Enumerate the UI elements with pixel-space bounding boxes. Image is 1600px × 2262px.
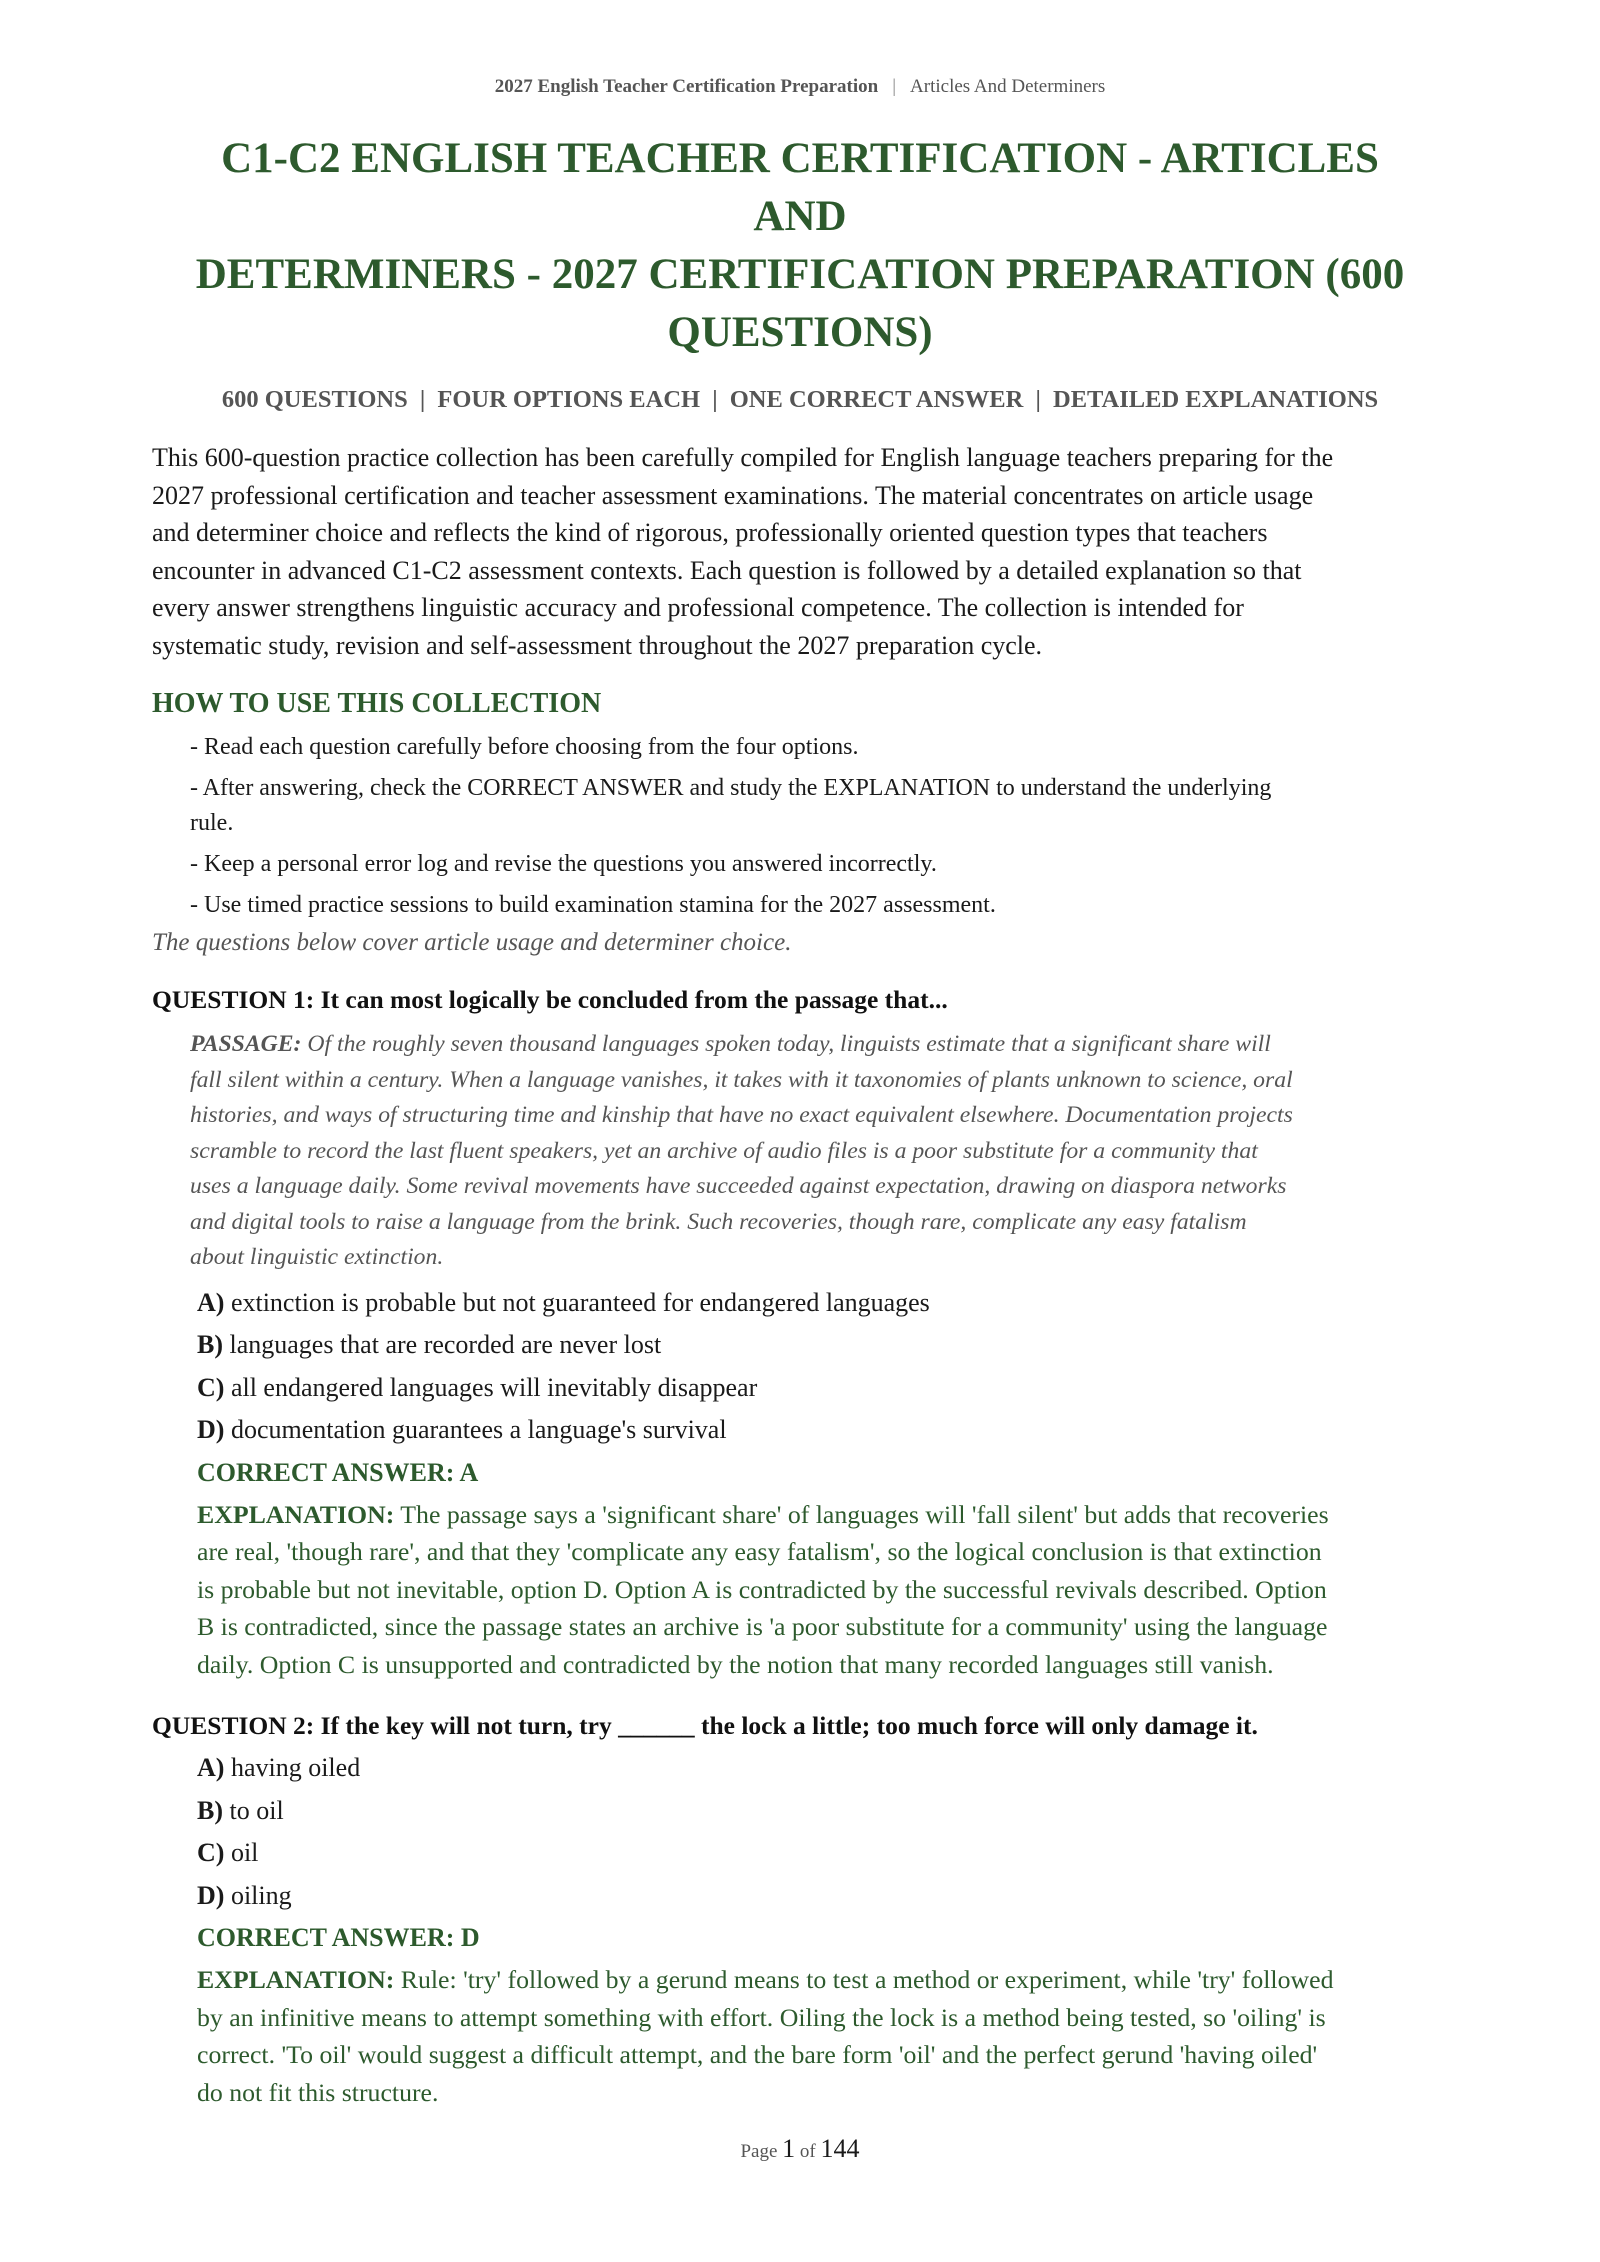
explanation (152, 1961, 1448, 2111)
list-item (190, 730, 1448, 765)
document-title (172, 130, 1428, 362)
passage-line: about linguistic extinction. (190, 1244, 444, 1270)
answer-options (152, 1747, 1448, 1917)
passage-text: Of the roughly seven thousand languages spoken today, linguists estimate that a significant share will (301, 1031, 1271, 1057)
answer-options (152, 1282, 1448, 1452)
explanation-line (197, 1961, 1448, 1999)
explanation (152, 1496, 1448, 1684)
option-a (197, 1282, 1448, 1325)
usage-note: The questions below cover article usage and determiner choice. (152, 929, 792, 956)
option-letter: A) (197, 1753, 225, 1782)
meta-line (152, 386, 1448, 414)
passage-line: and digital tools to raise a language from the brink. Such recoveries, though rare, complicate any easy fatalism (190, 1208, 1247, 1235)
question-stem: QUESTION 1: It can most logically be concluded from the passage that... (152, 985, 948, 1014)
intro-line: systematic study, revision and self-assessment throughout the 2027 preparation cycle. (152, 630, 1043, 660)
list-item-line: - After answering, check the CORRECT ANSWER and study the EXPLANATION to understand the underlying (190, 775, 1272, 801)
meta-item: DETAILED EXPLANATIONS (1053, 386, 1379, 413)
option-c (197, 1832, 1448, 1875)
option-text: to oil (223, 1795, 284, 1825)
option-d (197, 1409, 1448, 1452)
explanation-line: are real, 'though rare', and that they 'complicate any easy fatalism', so the logical conclusion is that extinction (197, 1537, 1322, 1566)
title-line: C1-C2 ENGLISH TEACHER CERTIFICATION - ARTICLES AND (221, 135, 1379, 240)
passage-line: uses a language daily. Some revival movements have succeeded against expectation, drawing on diaspora networks (190, 1173, 1287, 1199)
header-separator: | (892, 76, 897, 97)
option-text: documentation guarantees a language's survival (224, 1415, 727, 1444)
intro-line: encounter in advanced C1-C2 assessment contexts. Each question is followed by a detailed explanation so that (152, 555, 1302, 585)
running-header (0, 76, 1600, 98)
option-letter: C) (197, 1372, 225, 1402)
list-item (190, 847, 1448, 882)
passage-line: histories, and ways of structuring time and kinship that have no exact equivalent elsewhere. Documentation projects (190, 1102, 1293, 1128)
explanation-line: is probable but not inevitable, option D. Option A is contradicted by the successful revivals described. Option (197, 1574, 1327, 1604)
option-letter: D) (197, 1415, 225, 1444)
page-footer (0, 2134, 1600, 2164)
meta-item: ONE CORRECT ANSWER (729, 386, 1024, 413)
option-letter: C) (197, 1838, 225, 1867)
meta-separator: | (712, 386, 718, 413)
option-text: languages that are recorded are never lost (223, 1330, 662, 1359)
question-1 (152, 985, 1448, 1683)
question-2 (152, 1711, 1448, 2111)
page-content (152, 130, 1448, 2111)
explanation-text: Rule: 'try' followed by a gerund means to test a method or experiment, while 'try' followed (394, 1965, 1334, 1994)
title-line: DETERMINERS - 2027 CERTIFICATION PREPARATION (600 (195, 251, 1405, 298)
page-prefix: Page (740, 2141, 783, 2162)
passage-line (190, 1027, 1448, 1063)
how-to-use-heading: HOW TO USE THIS COLLECTION (152, 688, 602, 719)
explanation-line (197, 1496, 1448, 1534)
meta-item: FOUR OPTIONS EACH (437, 386, 701, 413)
intro-paragraph (152, 439, 1448, 664)
title-line: QUESTIONS) (667, 309, 933, 356)
option-text: oil (224, 1838, 259, 1867)
list-item-line: - Keep a personal error log and revise the questions you answered incorrectly. (190, 851, 937, 877)
explanation-line: do not fit this structure. (197, 2077, 439, 2107)
passage-label: PASSAGE: (190, 1031, 302, 1057)
option-text: extinction is probable but not guaranteed for endangered languages (224, 1287, 930, 1317)
option-c (197, 1367, 1448, 1410)
total-page-count: 144 (820, 2134, 860, 2163)
option-text: having oiled (224, 1753, 361, 1782)
explanation-label: EXPLANATION: (197, 1965, 395, 1994)
current-page-number: 1 (782, 2134, 796, 2163)
meta-separator: | (1035, 386, 1041, 413)
option-letter: B) (197, 1795, 223, 1825)
header-document-title: 2027 English Teacher Certification Preparation (494, 76, 879, 97)
option-a (197, 1747, 1448, 1790)
passage-line: scramble to record the last fluent speakers, yet an archive of audio files is a poor substitute for a community that (190, 1137, 1258, 1164)
meta-item: 600 QUESTIONS (221, 386, 408, 413)
option-letter: B) (197, 1330, 223, 1359)
explanation-line: correct. 'To oil' would suggest a difficult attempt, and the bare form 'oil' and the perfect gerund 'having oiled' (197, 2040, 1318, 2069)
intro-line: 2027 professional certification and teacher assessment examinations. The material concentrates on article usage (152, 480, 1314, 510)
correct-answer: CORRECT ANSWER: D (197, 1923, 480, 1952)
passage-line: fall silent within a century. When a language vanishes, it takes with it taxonomies of plants unknown to science, oral (190, 1066, 1293, 1093)
option-b (197, 1324, 1448, 1367)
list-item-line: rule. (190, 810, 234, 836)
option-letter: A) (197, 1287, 225, 1317)
question-stem: QUESTION 2: If the key will not turn, try ______ the lock a little; too much force will only damage it. (152, 1711, 1258, 1740)
option-b (197, 1790, 1448, 1833)
meta-separator: | (419, 386, 426, 413)
how-to-use-list (152, 730, 1448, 923)
option-d (197, 1875, 1448, 1918)
page-middle: of (795, 2141, 821, 2162)
passage (152, 1027, 1448, 1276)
intro-line: every answer strengthens linguistic accuracy and professional competence. The collection is intended for (152, 593, 1244, 622)
option-text: all endangered languages will inevitably disappear (224, 1372, 758, 1402)
explanation-line: B is contradicted, since the passage states an archive is 'a poor substitute for a community' using the language (197, 1612, 1328, 1641)
intro-line: This 600-question practice collection has been carefully compiled for English language teachers preparing for the (152, 443, 1334, 472)
explanation-line: daily. Option C is unsupported and contradicted by the notion that many recorded languages still vanish. (197, 1649, 1274, 1679)
explanation-label: EXPLANATION: (197, 1499, 395, 1529)
header-section-title: Articles And Determiners (910, 76, 1106, 97)
list-item (190, 771, 1448, 841)
explanation-line: by an infinitive means to attempt something with effort. Oiling the lock is a method being tested, so 'oiling' is (197, 2002, 1326, 2032)
list-item-line: - Use timed practice sessions to build examination stamina for the 2027 assessment. (190, 892, 996, 918)
list-item (190, 888, 1448, 923)
list-item-line: - Read each question carefully before choosing from the four options. (190, 734, 859, 760)
intro-line: and determiner choice and reflects the kind of rigorous, professionally oriented question types that teachers (152, 518, 1268, 547)
option-letter: D) (197, 1880, 225, 1910)
correct-answer: CORRECT ANSWER: A (197, 1457, 479, 1487)
explanation-text: The passage says a 'significant share' of languages will 'fall silent' but adds that recoveries (394, 1499, 1329, 1529)
option-text: oiling (224, 1880, 292, 1910)
